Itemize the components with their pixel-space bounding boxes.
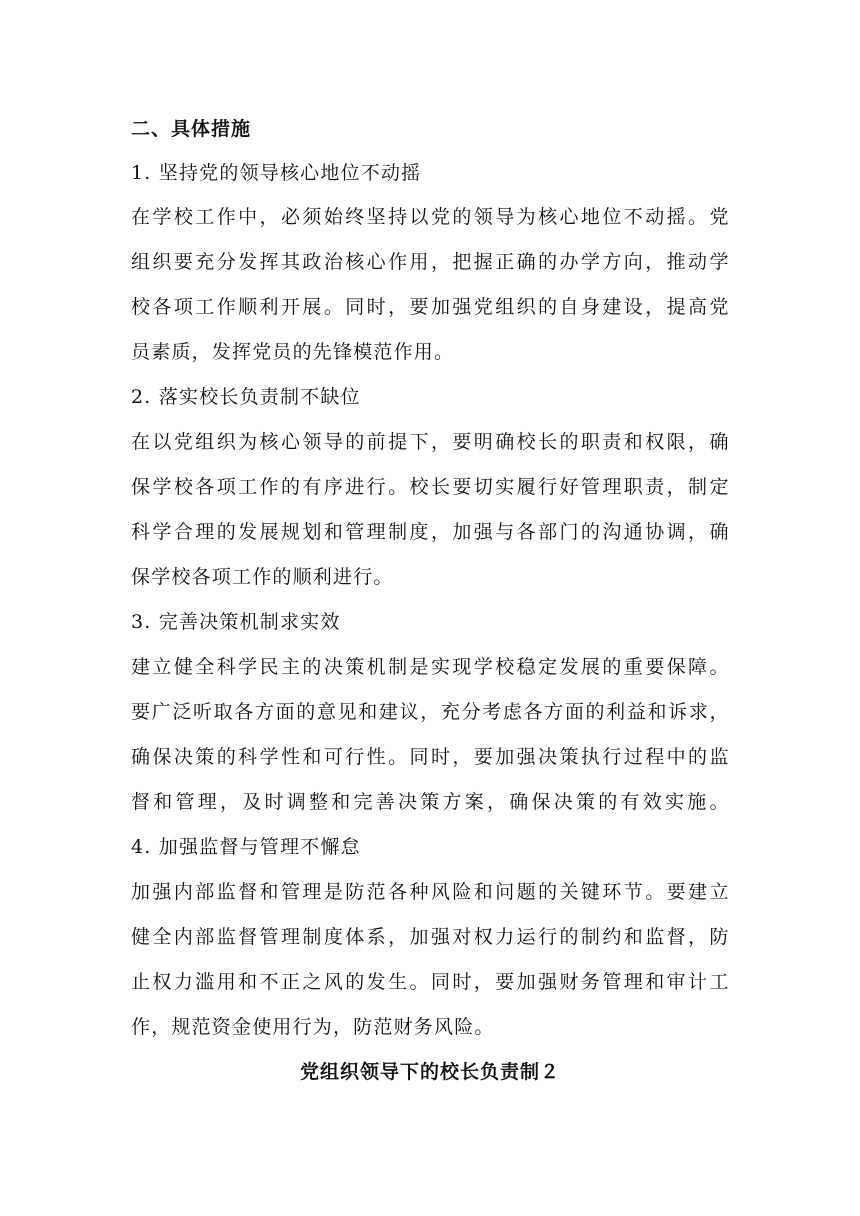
item-4-line-2: 健全内部监督管理制度体系，加强对权力运行的制约和监督，防 (131, 926, 729, 948)
item-1-line-2: 组织要充分发挥其政治核心作用，把握正确的办学方向，推动学 (131, 251, 729, 273)
item-4-heading: 4. 加强监督与管理不懈怠 (131, 836, 361, 858)
item-2-heading: 2. 落实校长负责制不缺位 (131, 386, 361, 408)
item-3-line-4: 督和管理，及时调整和完善决策方案，确保决策的有效实施。 (131, 791, 729, 813)
item-4-line-3: 止权力滥用和不正之风的发生。同时，要加强财务管理和审计工 (131, 971, 729, 993)
item-1-line-4: 员素质，发挥党员的先锋模范作用。 (131, 341, 455, 363)
item-3-heading: 3. 完善决策机制求实效 (131, 611, 341, 633)
item-2-line-2: 保学校各项工作的有序进行。校长要切实履行好管理职责，制定 (131, 476, 729, 498)
item-1-line-3: 校各项工作顺利开展。同时，要加强党组织的自身建设，提高党 (131, 296, 729, 318)
item-4-line-4: 作，规范资金使用行为，防范财务风险。 (131, 1016, 495, 1038)
next-document-title: 党组织领导下的校长负责制２ (299, 1061, 560, 1083)
item-1-line-1: 在学校工作中，必须始终坚持以党的领导为核心地位不动摇。党 (131, 206, 729, 228)
item-3-line-1: 建立健全科学民主的决策机制是实现学校稳定发展的重要保障。 (131, 656, 729, 678)
item-2-line-3: 科学合理的发展规划和管理制度，加强与各部门的沟通协调，确 (131, 521, 729, 543)
item-1-heading: 1. 坚持党的领导核心地位不动摇 (131, 162, 422, 184)
item-2-line-4: 保学校各项工作的顺利进行。 (131, 566, 394, 588)
item-4-line-1: 加强内部监督和管理是防范各种风险和问题的关键环节。要建立 (131, 881, 729, 903)
section-heading: 二、具体措施 (131, 118, 252, 140)
item-3-line-2: 要广泛听取各方面的意见和建议，充分考虑各方面的利益和诉求， (131, 701, 729, 723)
item-2-line-1: 在以党组织为核心领导的前提下，要明确校长的职责和权限，确 (131, 431, 729, 453)
item-3-line-3: 确保决策的科学性和可行性。同时，要加强决策执行过程中的监 (131, 746, 729, 768)
